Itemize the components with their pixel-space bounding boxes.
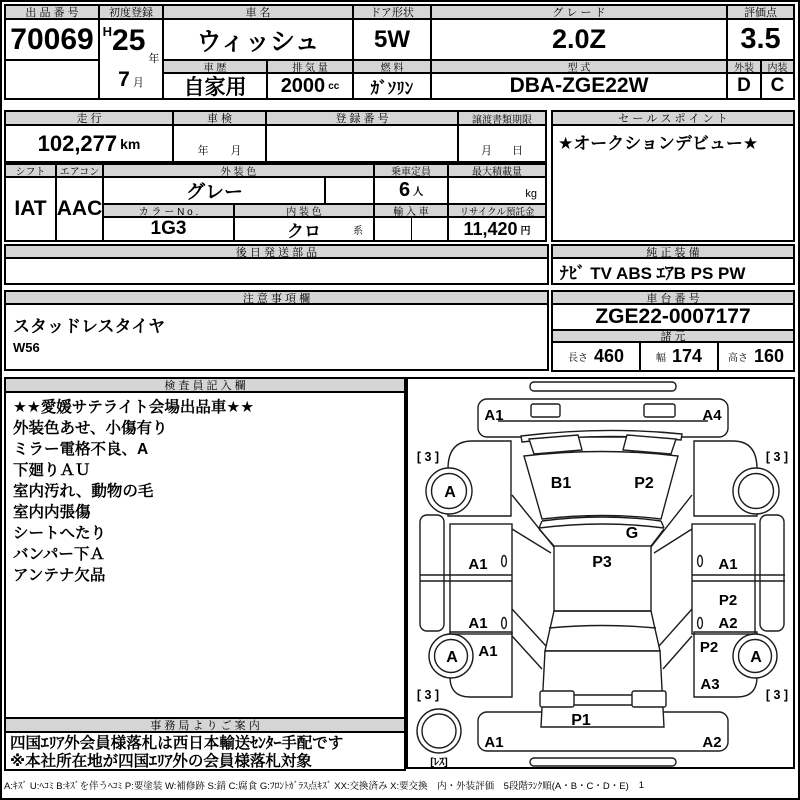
damage-marker-rear-wheel-right: A — [750, 649, 762, 666]
damage-marker-front-bumper-left: A1 — [484, 407, 504, 424]
spec-width-label: 幅 — [655, 353, 666, 364]
interior-grade-value: C — [760, 72, 795, 100]
shaken-year-unit: 年 — [197, 144, 209, 157]
inspector-notes — [4, 391, 406, 719]
front-wheel-right-inner — [739, 474, 774, 509]
score-label: 評価点 — [726, 4, 795, 20]
office-notice-body — [4, 731, 406, 771]
spec-length-label: 長さ — [567, 353, 588, 364]
damage-marker-quarter-left: A1 — [478, 643, 498, 660]
import-cell-divider — [411, 218, 412, 240]
recycle-deposit-value — [447, 216, 547, 242]
inspector-line: ★★愛媛サテライト会場出品車★★ — [13, 399, 255, 416]
auction-number-empty-cell — [4, 59, 100, 100]
spec-length-value: 460 — [593, 346, 625, 366]
tail-light-left — [540, 691, 574, 707]
rear-lower-strip — [530, 758, 676, 766]
grade-value: 2.0Z — [430, 18, 728, 61]
month-unit: 月 — [132, 77, 144, 89]
car-outline — [417, 382, 785, 766]
headlight-left — [529, 435, 582, 454]
payload-value: kg — [447, 176, 547, 205]
damage-marker-door-front-right: A1 — [718, 556, 738, 573]
registration-number-value — [265, 124, 459, 163]
legend-bar — [4, 773, 796, 797]
rocker-strip-right — [760, 515, 784, 631]
shaken-month-unit: 月 — [230, 144, 242, 157]
inspector-label: 検 査 員 記 入 欄 — [4, 377, 406, 393]
auction-number: 70069 — [4, 18, 100, 61]
inspector-line: ミラー電格不良、A — [13, 441, 149, 458]
import-car-value — [373, 216, 449, 242]
door-handle — [502, 556, 507, 567]
mileage-value — [4, 124, 174, 163]
office-line: ※本社所在地が四国ｴﾘｱ外の会員様落札対象 — [10, 753, 312, 770]
spec-length-cell — [551, 341, 641, 372]
equipment-value: ﾅﾋﾞ TV ABS ｴｱB PS PW — [551, 257, 795, 285]
era-mark: H — [102, 24, 113, 39]
exterior-color-label: 外 装 色 — [102, 163, 375, 178]
car-name-label: 車 名 — [162, 4, 354, 20]
exterior-color-value: グレー — [102, 176, 327, 205]
aircon-value: AAC — [55, 176, 104, 242]
registration-number-label: 登 録 番 号 — [265, 110, 459, 126]
inspector-line: 下廻りＡＵ — [13, 462, 91, 479]
spec-height-cell — [717, 341, 795, 372]
interior-color-suffix: 系 — [353, 226, 363, 237]
history-value: 自家用 — [162, 72, 268, 100]
exterior-color-empty-cell — [324, 176, 375, 205]
rear-window — [545, 611, 660, 651]
inspector-line: 室内汚れ、動物の毛 — [13, 483, 154, 500]
auction-number-label: 出 品 番 号 — [4, 4, 100, 20]
spec-width-value: 174 — [671, 346, 703, 366]
tire-mark-rear-left: [ 3 ] — [416, 688, 440, 702]
tail-light-right — [632, 691, 666, 707]
capacity-number: 6 — [398, 179, 411, 201]
cowl-strip — [539, 517, 664, 528]
color-no-value: 1G3 — [102, 216, 235, 242]
chassis-number-value: ZGE22-0007177 — [551, 303, 795, 331]
damage-marker-trunk: P1 — [571, 712, 591, 729]
first-registration-month: 7 — [118, 68, 130, 91]
damage-marker-front-bumper-right: A4 — [702, 407, 722, 424]
sales-point-text: ★オークションデビュー★ — [551, 124, 795, 242]
damage-marker-windshield: G — [625, 525, 639, 542]
displacement-value — [266, 72, 354, 100]
interior-color-label: 内 装 色 — [233, 203, 375, 218]
first-registration-label: 初度登録 — [98, 4, 164, 20]
damage-diagram — [406, 377, 795, 769]
front-bumper-box-right — [644, 404, 675, 417]
model-code-label: 型 式 — [430, 59, 728, 74]
displacement-label: 排 気 量 — [266, 59, 354, 74]
interior-grade-label: 内装 — [760, 59, 795, 74]
damage-marker-rear-bumper-left: A1 — [484, 734, 504, 751]
interior-color-value — [233, 216, 375, 242]
damage-marker-quarter-right: P2 — [699, 639, 719, 656]
transfer-month-unit: 月 — [481, 144, 492, 157]
fuel-label: 燃 料 — [352, 59, 432, 74]
score-value: 3.5 — [726, 18, 795, 61]
door-sill-lines — [420, 575, 785, 581]
office-notice-label: 事 務 局 よ り ご 案 内 — [4, 717, 406, 733]
shaken-value — [172, 124, 267, 163]
shift-label: シフト — [4, 163, 57, 178]
damage-marker-hood-right: P2 — [634, 475, 654, 492]
payload-label: 最大積載量 — [447, 163, 547, 178]
displacement-number: 2000 — [280, 74, 326, 97]
equipment-label: 純 正 装 備 — [551, 244, 795, 259]
spare-tire-inner — [422, 714, 456, 748]
damage-marker-roof: P3 — [592, 554, 612, 571]
damage-marker-door-front-left: A1 — [468, 556, 488, 573]
door-shape-value: 5W — [352, 18, 432, 61]
car-name: ウィッシュ — [162, 18, 354, 61]
legend-text: A:ｷｽﾞ U:ﾍｺﾐ B:ｷｽﾞを伴うﾍｺﾐ P:要塗装 W:補修跡 S:錆 C:腐食 G:ﾌﾛﾝﾄｶﾞﾗｽ点ｷｽﾞ XX:交換済み X:要交換 内・外装評価 5段階ﾗﾝｸ順(A・B・C・D・E) — [4, 781, 629, 792]
fuel-value: ｶﾞｿﾘﾝ — [352, 72, 432, 100]
displacement-unit: cc — [328, 80, 340, 92]
transfer-day-unit: 日 — [512, 144, 523, 157]
door-handle — [698, 556, 703, 567]
front-bumper-box-left — [531, 404, 560, 417]
damage-marker-door-rear-left: A1 — [468, 615, 488, 632]
tire-mark-front-left: [ 3 ] — [416, 450, 440, 464]
first-registration-year: 25 — [112, 24, 146, 57]
inspector-line: 外装色あせ、小傷有り — [13, 420, 168, 437]
mileage-label: 走 行 — [4, 110, 174, 126]
import-car-label: 輸 入 車 — [373, 203, 449, 218]
hood — [524, 452, 678, 520]
inspector-line: アンテナ欠品 — [13, 567, 106, 584]
damage-marker-rear-corner-right: A3 — [700, 676, 720, 693]
notes-label: 注 意 事 項 欄 — [4, 290, 549, 305]
capacity-value — [373, 176, 449, 205]
windshield-sides — [539, 529, 664, 546]
capacity-label: 乗車定員 — [373, 163, 449, 178]
spare-tire — [417, 709, 461, 753]
damage-marker-door-rear-right: A2 — [718, 615, 738, 632]
damage-marker-door-rear-right-top: P2 — [718, 592, 738, 609]
chassis-number-label: 車 台 番 号 — [551, 290, 795, 305]
headlight-right — [623, 435, 676, 454]
damage-marker-front-wheel-left: A — [444, 484, 456, 501]
color-no-label: カ ラ ー N o . — [102, 203, 235, 218]
damage-marker-rear-wheel-left: A — [446, 649, 458, 666]
mileage-unit: km — [120, 135, 141, 152]
spare-tire-mark: [ﾚｽ] — [430, 756, 448, 767]
first-registration-year-row — [104, 22, 158, 68]
door-handle — [502, 618, 507, 629]
interior-color-name: クロ — [287, 221, 321, 241]
damage-marker-hood-left: B1 — [550, 475, 572, 492]
inspector-line: 室内内張傷 — [13, 504, 91, 521]
later-parts-value — [4, 257, 549, 285]
inspector-line: シートへたり — [13, 525, 107, 542]
transfer-deadline-label: 譲渡書類期限 — [457, 110, 547, 126]
spec-label: 諸 元 — [551, 329, 795, 343]
first-registration-value — [98, 18, 164, 100]
recycle-deposit-label: リサイクル預託金 — [447, 203, 547, 218]
trunk — [541, 651, 664, 727]
note-line: スタッドレスタイヤ — [13, 317, 166, 336]
door-shape-label: ドア形状 — [352, 4, 432, 20]
door-handle — [698, 618, 703, 629]
spec-width-cell — [639, 341, 719, 372]
aircon-label: エアコン — [55, 163, 104, 178]
mileage-number: 102,277 — [37, 130, 118, 156]
capacity-unit: 人 — [413, 187, 424, 198]
sales-point-label: セ ー ル ス ポ イ ン ト — [551, 110, 795, 126]
shift-value: IAT — [4, 176, 57, 242]
later-parts-label: 後 日 発 送 部 品 — [4, 244, 549, 259]
exterior-grade-label: 外装 — [726, 59, 762, 74]
page-number: 1 — [638, 779, 645, 791]
car-damage-map — [408, 379, 793, 767]
spec-height-label: 高さ — [727, 353, 748, 364]
notes-body — [4, 303, 549, 371]
rocker-strip-left — [420, 515, 444, 631]
recycle-number: 11,420 — [463, 218, 518, 239]
shaken-label: 車 検 — [172, 110, 267, 126]
office-line: 四国ｴﾘｱ外会員様落札は西日本輸送ｾﾝﾀｰ手配です — [10, 735, 344, 752]
tire-mark-front-right: [ 3 ] — [765, 450, 789, 464]
recycle-unit: 円 — [520, 225, 531, 237]
year-unit: 年 — [148, 53, 160, 65]
model-code-value: DBA-ZGE22W — [430, 72, 728, 100]
spec-height-value: 160 — [753, 346, 785, 366]
tire-mark-rear-right: [ 3 ] — [765, 688, 789, 702]
first-registration-month-row — [104, 68, 158, 92]
damage-marker-rear-bumper-right: A2 — [702, 734, 722, 751]
grade-label: グ レ ー ド — [430, 4, 728, 20]
note-line: W56 — [13, 340, 40, 355]
history-label: 車 歴 — [162, 59, 268, 74]
transfer-deadline-value — [457, 124, 547, 163]
inspector-line: バンパー下Ａ — [13, 546, 105, 563]
exterior-grade-value: D — [726, 72, 762, 100]
front-lower-strip — [530, 382, 676, 391]
